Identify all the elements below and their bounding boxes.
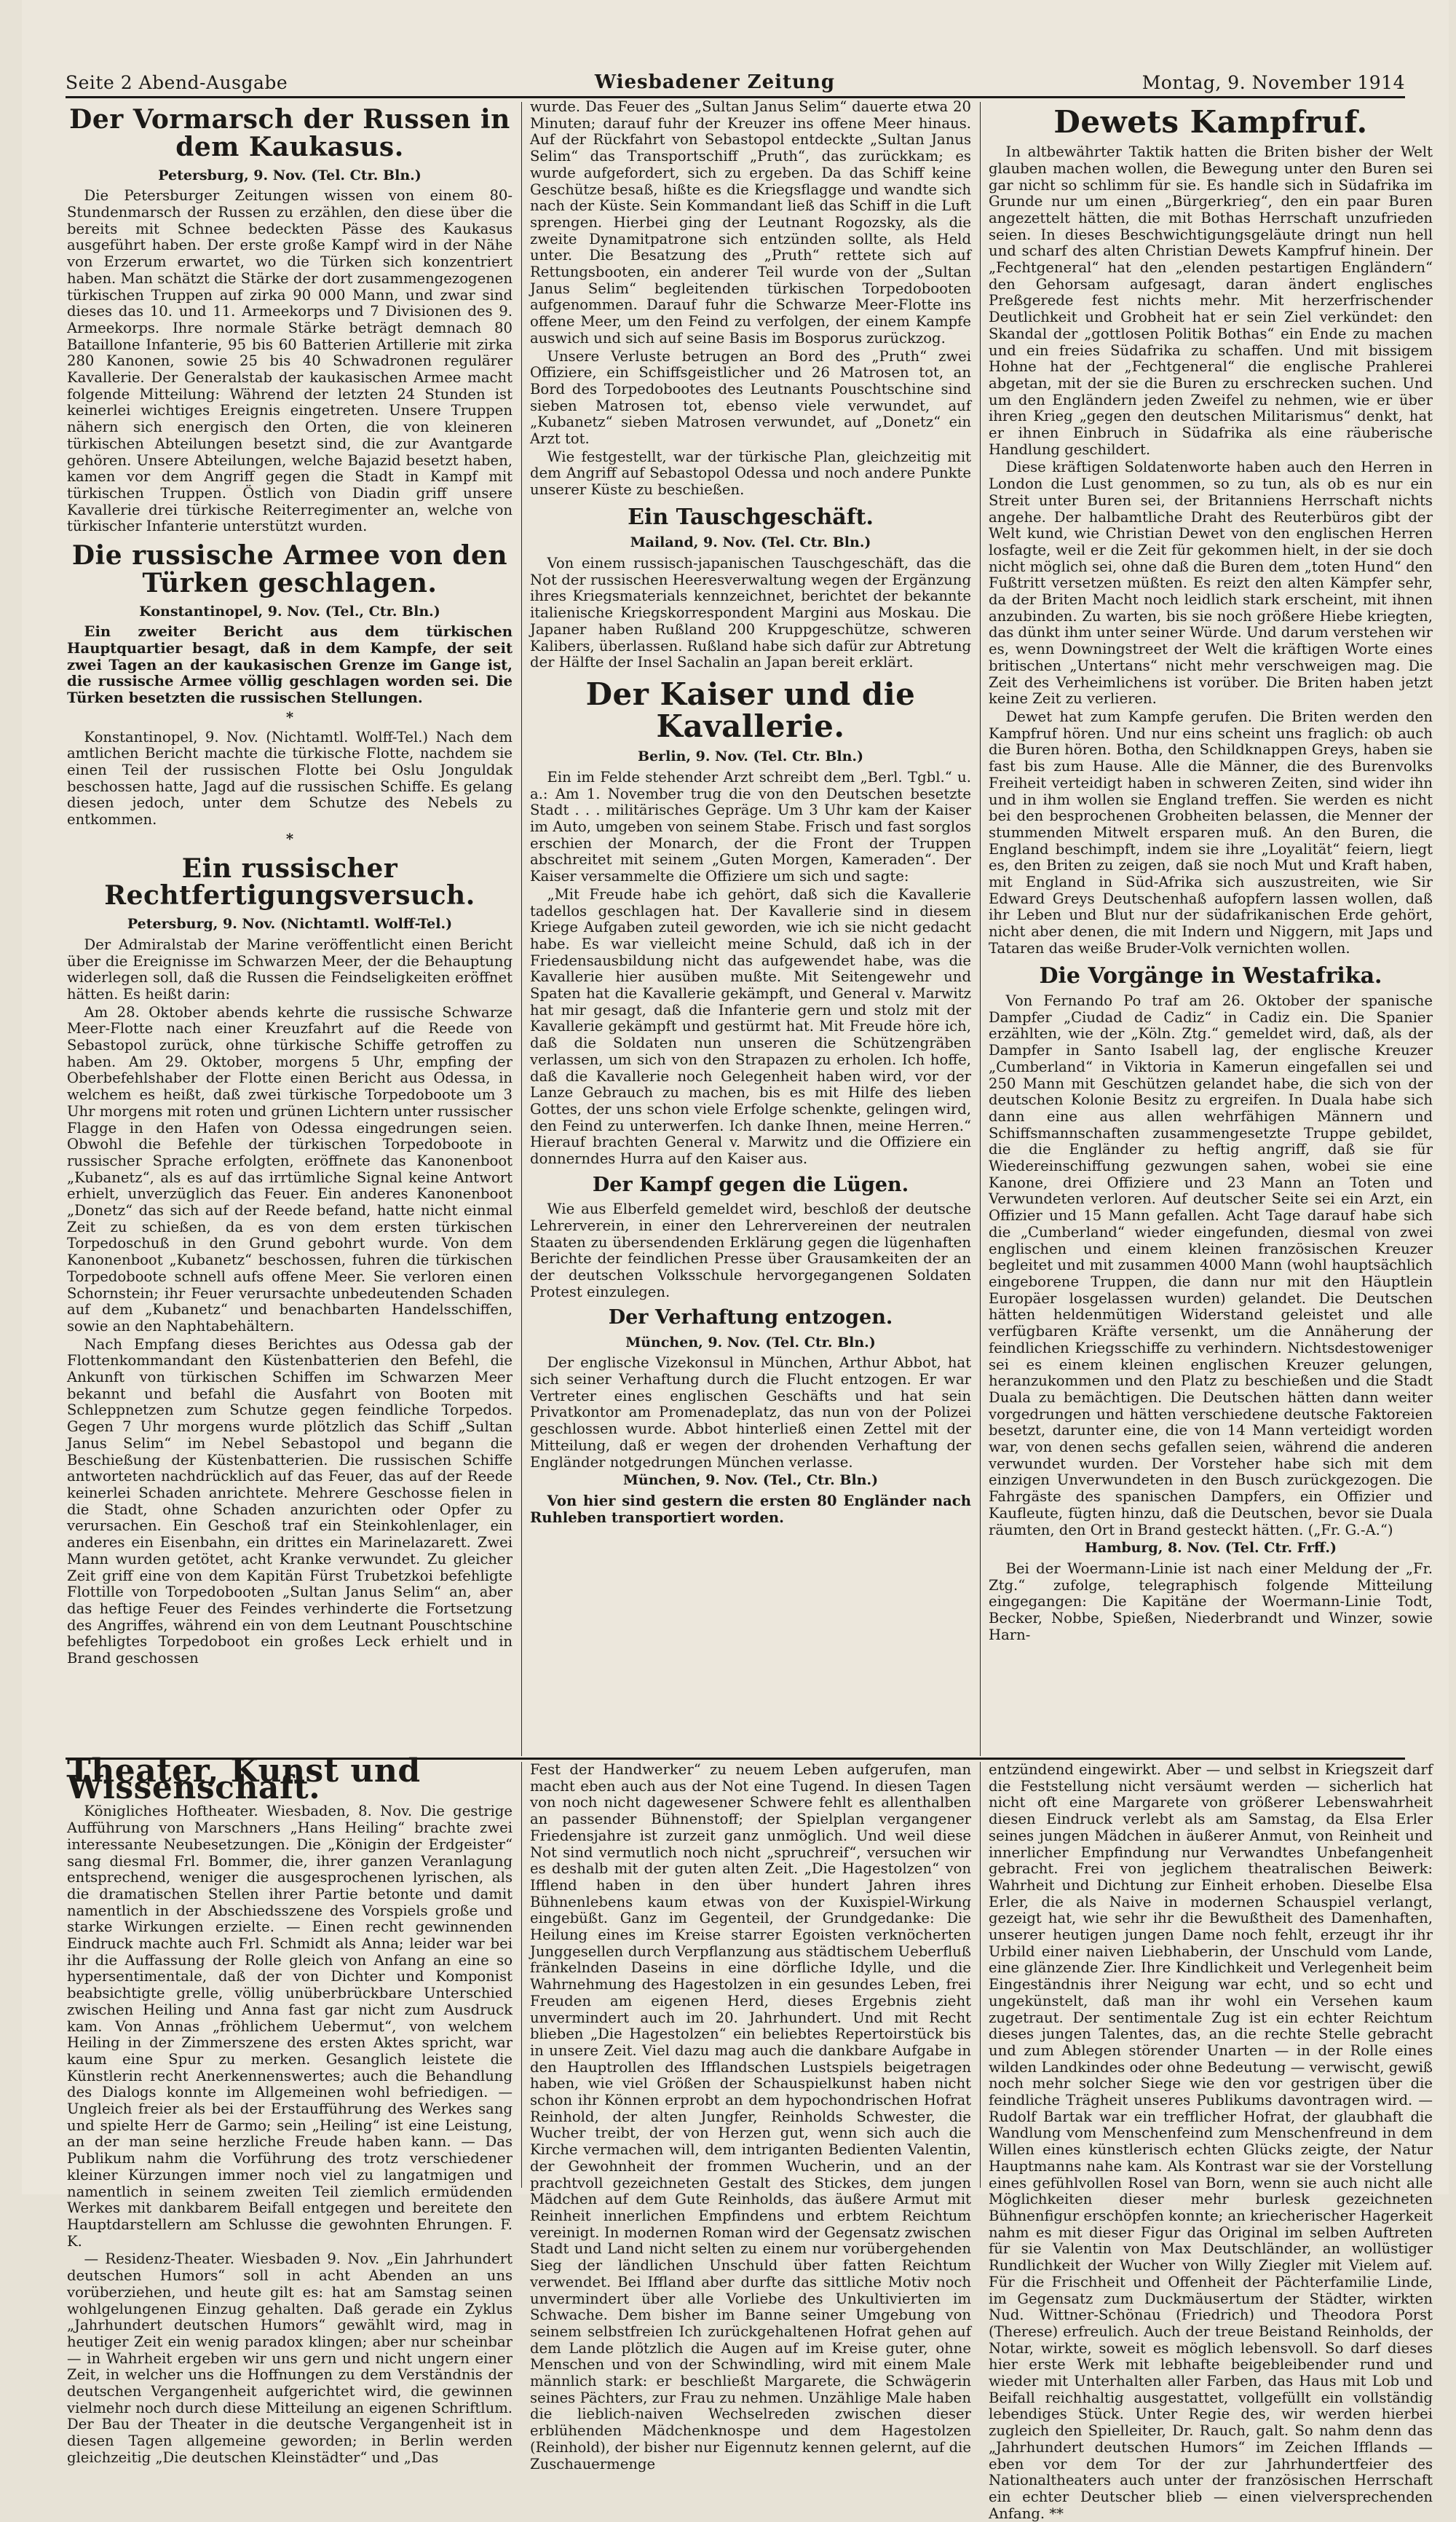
separator: *: [285, 830, 294, 847]
column-divider-1: [521, 102, 522, 1756]
page-label: Seite 2 Abend-Ausgabe: [66, 72, 288, 93]
dateline: München, 9. Nov. (Tel., Ctr. Bln.): [622, 1472, 879, 1489]
dateline: München, 9. Nov. (Tel. Ctr. Bln.): [625, 1334, 876, 1351]
article-paragraph: Der englische Vizekonsul in München, Arthur Abbot, hat sich seiner Verhaftung durch die Flucht entzogen. Er war Vertreter eines englischen Geschäfts und hat sein Privatkontor am Promenadeplatz, das nun von der Polizei geschlossen wurde. Abbot hinterließ einen Zettel mit der Mitteilung, daß er wegen der drohenden Verhaftung der Engländer notgedrungen München verlasse.: [530, 1354, 971, 1471]
headline-westafrika: Die Vorgänge in Westafrika.: [1039, 962, 1382, 989]
headline-kaiser-kavallerie: Der Kaiser und die Kavallerie.: [585, 676, 916, 745]
headline-russische-armee: Die russische Armee von den Türken geschlagen.: [71, 540, 508, 598]
dateline: Berlin, 9. Nov. (Tel. Ctr. Bln.): [637, 748, 864, 765]
dateline: Petersburg, 9. Nov. (Nichtamtl. Wolff-Tel.): [127, 916, 453, 933]
column-2: [530, 99, 971, 1756]
dateline: Konstantinopel, 9. Nov. (Tel., Ctr. Bln.): [139, 603, 440, 620]
headline-verhaftung: Der Verhaftung entzogen.: [608, 1306, 893, 1329]
column-3: [989, 99, 1433, 1756]
feuilleton-column-1: [67, 1752, 513, 2466]
section-title-feuilleton: Theater, Kunst und Wissenschaft.: [67, 1752, 421, 1806]
headline-dewets-kampfruf: Dewets Kampfruf.: [1053, 104, 1368, 140]
article-paragraph: entzündend eingewirkt. Aber — und selbst in Kriegszeit darf die Feststellung nicht versäumt werden — sicherlich hat nicht oft eine Margarete von größerer Lebenswahrheit diesen Eindruck verlebt als am Samstag, da Elsa Erler seines jungen Mädchen in äußerer Anmut, von Reinheit und innerlicher Empfindung nur Verwandtes Unbefangenheit gebracht. Frei von jeglichem theatralischen Beiwerk: Wahrheit und Dichtung zur Einheit erhoben. Dieselbe Elsa Erler, die als Naive in modernen Schauspiel verlangt, gezeigt hat, wie sehr ihr die Bewußtheit des Damenhaften, unserer heutigen jungen Dame noch fehlt, erzeugt ihr ihr Urbild einer naiven Liebhaberin, der Unschuld vom Lande, eine glänzende Zier. Ihre Kindlichkeit und Verlegenheit beim Eingeständnis ihrer Neigung war echt, und so echt und ungekünstelt, daß man ihr wohl ein Versehen kaum zugetraut. Der sentimentale Zug ist ein echter Reichtum dieses jungen Talentes, das, an die rechte Stelle gebracht und zum Ablegen störender Unarten — in der Rolle eines wilden Landkindes oder ohne Bedeutung — verwischt, gewiß noch mehr solcher Siege wie den vor gestrigen über die feindliche Trägheit unseres Publikums davontragen wird. — Rudolf Bartak war ein trefflicher Hofrat, der glaubhaft die Wandlung vom Menschenfeind zum Menschenfreund in dem Willen eines künstlerisch echten Glücks zeigte, der Natur Hauptmanns nahe kam. Als Kontrast war sie der Vorstellung eines gefühlvollen Rosel van Born, wenn sie auch nicht alle Möglichkeiten dieser mehr burlesk gezeichneten Bühnenfigur erschöpfen konnte; an kriecherischer Hagerkeit nahm es mit dieser Figur das Original im selben Auftreten für sie Valentin von Max Deutschländer, an wollüstiger Rundlichkeit der Wucher von Willy Ziegler mit Vielem auf. Für die Frischheit und Offenheit der Pächterfamilie Linde, im Gegensatz zum Duckmäusertum der Städter, wirkten Nud. Wittner-Schönau (Friedrich) und Theodora Porst (Therese) erfreulich. Auch der treue Beistand Reinholds, der Notar, wirkte, soweit es möglich lebensvoll. So darf dieses hier erste Werk mit lebhafte beigebleibender rund und wieder mit Unterhalten aller Farben, das Haus mit Lob und Beifall reichhaltig ausgestattet, vollgefüllt ein vollständig lebendiges Stück. Unter Regie des, wir werden hierbei zugleich den Spielleiter, Dr. Rauch, galt. So nahm denn das „Jahrhundert deutschen Humors“ im Zeichen Ifflands — eben vor dem Tor der zur Jahrhundertfeier des Nationaltheaters auch unter der französischen Herrschaft ein echter Deutscher blieb — einen vielversprechenden Anfang. **: [989, 1761, 1433, 2522]
article-paragraph: Bei der Woermann-Linie ist nach einer Meldung der „Fr. Ztg.“ zufolge, telegraphisch folgende Mitteilung eingegangen: Die Kapitäne der Woermann-Linie Todt, Becker, Nobbe, Spießen, Niederbrandt und Winzer, sowie Harn-: [989, 1560, 1433, 1643]
headline-kampf-luegen: Der Kampf gegen die Lügen.: [592, 1173, 909, 1196]
article-paragraph: „Mit Freude habe ich gehört, daß sich die Kavallerie tadellos geschlagen hat. Der Kavallerie sind in diesem Kriege Aufgaben zuteil geworden, wie ich sie nicht gedacht habe. Es war vielleicht meine Schuld, daß ich in der Friedensausbildung nicht das aufgewendet habe, was die Kavallerie hier ausüben mußte. Mit Seitengewehr und Spaten hat die Kavallerie gekämpft, und General v. Marwitz hat mir gesagt, daß die Infanterie gern und stolz mit der Kavallerie gekämpft und gestürmt hat. Mit Freude höre ich, daß die Soldaten nun unseren die Schützengräben verlassen, um sich von den Strapazen zu erholen. Ich hoffe, daß die Kavallerie noch Gelegenheit haben wird, vor der Lanze Gebrauch zu machen, bis es mit Hilfe des lieben Gottes, der uns schon viele Erfolge schenkte, gelingen wird, den Feind zu unterwerfen. Ich danke Ihnen, meine Herren.“ Hierauf brachten General v. Marwitz und die Offiziere ein donnerndes Hurra auf den Kaiser aus.: [530, 885, 971, 1168]
dateline: Hamburg, 8. Nov. (Tel. Ctr. Frff.): [1084, 1540, 1337, 1557]
article-paragraph: Wie aus Elberfeld gemeldet wird, beschloß der deutsche Lehrerverein, in einer den Lehrervereinen der neutralen Staaten zu übersendenden Erklärung gegen die lügenhaften Berichte der feindlichen Presse über Grausamkeiten der an der deutschen Volksschule hervorgegangenen Soldaten Protest einzulegen.: [530, 1201, 971, 1300]
headline-rechtfertigung: Ein russischer Rechtfertigungsversuch.: [104, 853, 475, 912]
article-paragraph: Nach Empfang dieses Berichtes aus Odessa gab der Flottenkommandant den Küstenbatterien den Befehl, die Ankunft von türkischen Schiffen im Schwarzen Meer bekannt und befahl die Ausfahrt von Booten mit Schleppnetzen zum Schutze gegen feindliche Torpedos. Gegen 7 Uhr morgens wurde plötzlich das Schiff „Sultan Janus Selim“ im Nebel Sebastopol und begann die Beschießung der Küstenbatterien. Die russischen Schiffe antworteten nachdrücklich auf das Feuer, das auf der Reede keinerlei Schaden anrichtete. Mehrere Geschosse fielen in die Stadt, ohne Schaden anzurichten oder Opfer zu verursachen. Ein Geschoß traf ein Steinkohlenlager, ein anderes ein Eisenbahn, ein drittes ein Marinelazarett. Zwei Mann wurden getötet, acht Kranke verwundet. Zu gleicher Zeit griff eine von dem Kapitän Fürst Trubetzkoi befehligte Flottille von Torpedobooten „Sultan Janus Selim“ an, aber das heftige Feuer des Feindes verhinderte die Fortsetzung des Angriffes, während ein von dem Leutnant Pouschtschine befehligtes Torpedoboot ein großes Leck erhielt und in Brand geschossen: [67, 1335, 513, 1667]
article-paragraph: Ein zweiter Bericht aus dem türkischen Hauptquartier besagt, daß in dem Kampfe, der seit zwei Tagen an der kaukasischen Grenze im Gange ist, die russische Armee völlig geschlagen worden sei. Die Türken besetzten die russischen Stellungen.: [67, 623, 513, 707]
article-paragraph: Der Admiralstab der Marine veröffentlicht einen Bericht über die Ereignisse im Schwarzen Meer, der die Behauptung widerlegen soll, daß die Russen die Feindseligkeiten eröffnet hätten. Es heißt darin:: [67, 936, 513, 1003]
feuilleton-column-3: [989, 1761, 1433, 2522]
article-paragraph: Wie festgestellt, war der türkische Plan, gleichzeitig mit dem Angriff auf Sebastopol Odessa und noch andere Punkte unserer Küste zu beschießen.: [530, 448, 971, 499]
column-divider-4: [980, 1762, 981, 2188]
article-paragraph: Am 28. Oktober abends kehrte die russische Schwarze Meer-Flotte nach einer Kreuzfahrt auf die Reede von Sebastopol zurück, ohne türkische Schiffe getroffen zu haben. Am 29. Oktober, morgens 5 Uhr, empfing der Oberbefehlshaber der Flotte einen Bericht aus Odessa, in welchem es heißt, daß zwei türkische Torpedoboote um 3 Uhr morgens mit roten und grünen Lichtern unter russischer Flagge in den Hafen von Odessa eingedrungen seien. Obwohl die Befehle der türkischen Torpedoboote in russischer Sprache erfolgten, eröffnete das Kanonenboot „Kubanetz“, als es auf das irrtümliche Signal keine Antwort erhielt, unverzüglich das Feuer. Ein anderes Kanonenboot „Donetz“ das sich auf der Reede befand, hatte nicht einmal Zeit zu schießen, da es von dem ersten türkischen Torpedoschuß in den Grund gebohrt wurde. Von dem Kanonenboot „Kubanetz“ beschossen, fuhren die türkischen Torpedoboote schnell aufs offene Meer. Sie verloren einen Schornstein; ihr Feuer verursachte unbedeutenden Schaden auf dem „Kubanetz“ und benachbarten Handelsschiffen, sowie an den Naphtabehältern.: [67, 1003, 513, 1335]
separator: *: [285, 708, 294, 726]
article-paragraph: Von einem russisch-japanischen Tauschgeschäft, das die Not der russischen Heeresverwaltung wegen der Ergänzung ihres Kriegsmaterials kennzeichnet, berichtet der bekannte italienische Kriegskorrespondent Margini aus Moskau. Die Japaner haben Rußland 200 Kruppgeschütze, schweren Kalibers, überlassen. Rußland habe sich dafür zur Abtretung der Hälfte der Insel Sachalin an Japan bereit erklärt.: [530, 555, 971, 671]
article-paragraph: Fest der Handwerker“ zu neuem Leben aufgerufen, man macht eben auch aus der Not eine Tugend. In diesen Tagen von noch nicht dagewesener Schwere fehlt es allenthalben an passender Bühnenstoff; der Spielplan vergangener Friedensjahre ist zurzeit ganz unmöglich. Und weil diese Not sind vermutlich noch nicht „spruchreif“, versuchen wir es deshalb mit der guten alten Zeit. „Die Hagestolzen“ von Ifflend haben in den über hundert Jahren ihres Bühnenlebens kaum etwas von der Kuxispiel-Wirkung eingebüßt. Ganz im Gegenteil, der Grundgedanke: Die Heilung eines im Kreise starrer Egoisten verknöcherten Junggesellen durch Verpflanzung aus städtischem Ueberfluß fränkelnden Daseins in eine dörfliche Idylle, und die Wahrnehmung des Hagestolzen in ein gesundes Leben, frei Freuden am eigenen Herd, dieses Ergebnis zieht unvermindert auch im 20. Jahrhundert. Und mit Recht blieben „Die Hagestolzen“ ein beliebtes Repertoirstück bis in unsere Zeit. Viel dazu mag auch die dankbare Aufgabe in den Hauptrollen des Ifflandschen Lustspiels beigetragen haben, wie viel Größen der Schauspielkunst haben nicht schon ihr Können erprobt an dem hypochondrischen Hofrat Reinhold, der alten Jungfer, Reinholds Schwester, die Wucher treibt, der von Herzen gut, wenn sich auch die Kirche vermachen will, dem intriganten Bedienten Valentin, der Gewohnheit der frommen Wucherin, und an der prachtvoll gezeichneten Gestalt des Stickes, dem jungen Mädchen auf dem Gute Reinholds, das äußere Armut mit Reinheit innerlichen Empfindens und erbtem Reichtum vereinigt. In modernen Roman wird der Gegensatz zwischen Stadt und Land nicht selten zu einem nur vorübergehenden Sieg der ländlichen Unschuld über fatten Reichtum verwendet. Bei Iffland aber durfte das sittliche Motiv noch unvermindert über alle Vorliebe des Unkultivierten im Schwache. Dem bisher im Banne seiner Umgebung von seinem selbstfreien Ich zurückgehaltenen Hofrat gehen auf dem Lande plötzlich die Augen auf im Kreise guter, ohne Menschen und von der Schwindling, wird mit einem Male männlich stark: er beschließt Margarete, die Schwägerin seines Pächters, zur Frau zu nehmen. Unzählige Male haben die lieblich-naiven Wechselreden zwischen dieser erblühenden Mädchenknospe und dem Hagestolzen (Reinhold), der bisher nur Eigennutz kennen gelernt, auf die Zuschauermenge: [530, 1761, 971, 2472]
article-paragraph: — Residenz-Theater. Wiesbaden 9. Nov. „Ein Jahrhundert deutschen Humors“ soll in acht Abenden an uns vorüberziehen, und heute gilt es: hat am Samstag seinen wohlgelungenen Einzug gehalten. Daß gerade ein Zyklus „Jahrhundert deutschen Humors“ gewählt wird, mag in heutiger Zeit ein wenig paradox klingen; aber nur scheinbar — in Wahrheit ergeben wir uns gern und nicht ungern einer Zeit, in welcher uns die Hoffnungen zu dem Verständnis der deutschen Vergangenheit aufgerichtet wird, die gewinnen vielmehr noch durch diese Mitteilung an eigenen Schriftlum. Der Bau der Theater in die deutsche Vergangenheit ist in diesen Tagen allgemeine geworden; in Berlin werden gleichzeitig „Die deutschen Kleinstädter“ und „Das: [67, 2250, 513, 2466]
dateline: Mailand, 9. Nov. (Tel. Ctr. Bln.): [630, 534, 871, 551]
article-paragraph: Von Fernando Po traf am 26. Oktober der spanische Dampfer „Ciudad de Cadiz“ in Cadiz ein. Die Spanier erzählten, wie der „Köln. Ztg.“ gemeldet wird, daß, als der Dampfer in Santo Isabell lag, der englische Kreuzer „Cumberland“ in Viktoria in Kamerun eingefallen sei und 250 Mann mit Geschützen gelandet habe, die sich von der deutschen Kolonie Besitz zu ergreifen. In Duala habe sich dann eine aus allen wehrfähigen Männern und Schiffsmannschaften zusammengesetzte Truppe gebildet, die die Engländer zu heftig angriff, daß sie für Wiedereinschiffung gezwungen sahen, wobei sie eine Kanone, drei Offiziere und 23 Mann an Toten und Verwundeten verloren. Auf deutscher Seite sei ein Arzt, ein Offizier und 15 Mann gefallen. Acht Tage darauf habe sich die „Cumberland“ wieder eingefunden, diesmal von zwei englischen und einem kleinen französischen Kreuzer begleitet und mit zusammen 4000 Mann (wohl hauptsächlich eingeborene Truppen, die dann nur mit den Häuptlein Europäer losgelassen wurden) gelandet. Die Deutschen hätten heldenmütigen Widerstand geleistet und alle verfügbaren Kräfte versenkt, um die Annäherung der feindlichen Kriegsschiffe zu verhindern. Nichtsdestoweniger sei es einem kleinen englischen Kreuzer gelungen, heranzukommen und den Platz zu beschießen und die Stadt Duala zu bemächtigen. Die Deutschen hätten dann weiter vorgedrungen und hätten verschiedene deutsche Faktoreien besetzt, darunter eine, die von 14 Mann verteidigt worden war, von denen sechs gefallen seien, während die anderen verwundet wurden. Der Vorsteher habe sich mit dem einzigen Unverwundeten in den Busch zurückgezogen. Die Fahrgäste des spanischen Dampfers, ein Offizier und Kaufleute, fügten hinzu, daß die Deutschen, bevor sie Duala räumten, den Ort in Brand gesteckt hätten. („Fr. G.-A.“): [989, 992, 1433, 1538]
column-1: [67, 99, 513, 1756]
feuilleton-column-2: [530, 1761, 971, 2472]
column-divider-3: [521, 1762, 522, 2188]
article-paragraph: Konstantinopel, 9. Nov. (Nichtamtl. Wolff-Tel.) Nach dem amtlichen Bericht machte die türkische Flotte, nachdem sie einen Teil der russischen Flotte bei Oslu Jonguldak beschossen hatte, Jagd auf die russischen Schiffe. Es gelang diesen jedoch, unter dem Schutze des Nebels zu entkommen.: [67, 728, 513, 829]
dateline: Petersburg, 9. Nov. (Tel. Ctr. Bln.): [158, 167, 422, 183]
column-divider-2: [980, 102, 981, 1756]
article-paragraph: In altbewährter Taktik hatten die Briten bisher der Welt glauben machen wollen, die Bewegung unter den Buren sei gar nicht so schlimm für sie. Es handle sich in Südafrika im Grunde nur um einen „Bürgerkrieg“, den ein paar Buren angezettelt hätten, die mit Bothas Herrschaft unzufrieden seien. In dieses Beschwichtigungsgeläute dringt nun hell und scharf des alten Christian Dewets Kampfruf hinein. Der „Fechtgeneral“ hat den „elenden pestartigen Engländern“ den Gehorsam aufgesagt, daran ändert englisches Preßgerede fest nichts mehr. Mit herzerfrischender Deutlichkeit und Grobheit hat er sein Ziel verkündet: den Skandal der „gottlosen Politik Bothas“ ein Ende zu machen und ein freies Südafrika zu schaffen. Und mit bissigem Hohne hat der „Fechtgeneral“ die englische Prahlerei abgetan, mit der sie die Buren zu erschrecken suchen. Und um den Engländern jeden Zweifel zu nehmen, wie er über ihren Krieg „gegen den deutschen Militarismus“ denkt, hat er ihnen Einbruch in Südafrika als eine räuberische Handlung geschildert.: [989, 143, 1433, 458]
newspaper-title: Wiesbadener Zeitung: [594, 71, 835, 93]
article-paragraph: Königliches Hoftheater. Wiesbaden, 8. Nov. Die gestrige Aufführung von Marschners „Hans Heiling“ brachte zwei interessante Neubesetzungen. Die „Königin der Erdgeister“ sang diesmal Frl. Bommer, die, ihrer ganzen Veranlagung entsprechend, weniger die ausgesprochenen lyrischen, als die dramatischen Stellen ihrer Partie betonte und damit namentlich in der Abschiedsszene des Vorspiels große und starke Wirkungen erzielte. — Einen recht gewinnenden Eindruck machte auch Frl. Schmidt als Anna; leider war bei ihr die Auffassung der Rolle gleich von Anfang an eine so hypersentimentale, daß der von Dichter und Komponist beabsichtigte grelle, völlig unüberbrückbare Unterschied zwischen Heiling und Anna fast gar nicht zum Ausdruck kam. Von Annas „fröhlichem Uebermut“, von welchem Heiling in der Zimmerszene des ersten Aktes spricht, war kaum eine Spur zu merken. Gesanglich leistete die Künstlerin recht Anerkennenswertes; auch die Behandlung des Dialogs konnte im Allgemeinen wohl befriedigen. — Ungleich freier als bei der Erstaufführung des Werkes sang und spielte Herr de Garmo; sein „Heiling“ ist eine Leistung, an der man seine herzliche Freude haben kann. — Das Publikum nahm die Vorführung des trotz verschiedener kleiner Kürzungen immer noch viel zu langatmigen und namentlich in seinem zweiten Teil ziemlich ermüdenden Werkes mit dankbarem Beifall entgegen und bereitete den Hauptdarstellern am Schlusse die gewohnten Ehrungen. F. K.: [67, 1803, 513, 2250]
headline-kaukasus: Der Vormarsch der Russen in dem Kaukasus.: [69, 104, 510, 162]
article-paragraph: Ein im Felde stehender Arzt schreibt dem „Berl. Tgbl.“ u. a.: Am 1. November trug die von den Deutschen besetzte Stadt . . . militärisches Gepräge. Um 3 Uhr kam der Kaiser im Auto, umgeben von seinem Stabe. Frisch und fast sorglos erschien der Monarch, der die Front der Truppen abschreitet mit seinem „Guten Morgen, Kameraden“. Der Kaiser versammelte die Offiziere um sich und sagte:: [530, 768, 971, 885]
article-paragraph: Dewet hat zum Kampfe gerufen. Die Briten werden den Kampfruf hören. Und nur eins scheint uns fraglich: ob auch die Buren hören. Botha, den Schildknappen Greys, haben sie fast bis zum Hause. Alle die Männer, die des Burenvolks Freiheit verteidigt haben in schweren Zeiten, sind wider ihn und in ihm wollen sie England treffen. Sie werden es nicht bei den besprochenen Grobheiten belassen, die Menner der stummenden Mitwelt ersparen muß. An den Buren, die England beschimpft, indem sie ihre „Loyalität“ feiern, liegt es, den Briten zu zeigen, daß sie noch Mut und Kraft haben, mit England in Süd-Afrika sich auszustreiten, wie Sir Edward Greys Deutschenhaß aufopfern lassen wollen, daß ihr Leben und Blut nur der südafrikanischen Erde gehört, nicht aber denen, die mit Indern und Niggern, mit Japs und Tataren das weiße Bruder-Volk vernichten wollen.: [989, 708, 1433, 957]
newspaper-page: [22, 0, 1449, 2522]
issue-date: Montag, 9. November 1914: [1142, 72, 1405, 93]
masthead: [66, 64, 1405, 93]
article-paragraph: Diese kräftigen Soldatenworte haben auch den Herren in London die Lust genommen, so zu tun, als ob es nur ein Streit unter Buren sei, der Britanniens Herrschaft nichts angehe. Der halbamtliche Draht des Reuterbüros gibt der Welt kund, wie Christian Dewet von den englischen Herren losfagte, weil er die Zeit für gekommen hielt, in der sie doch nicht möglich sei, ohne daß die Buren dem „toten Hund“ den Fußtritt versetzen müßten. Es reizt den alten Kämpfer sehr, da der Briten Macht noch leidlich stark erscheint, mit ihnen anzubinden. Zu warten, bis sie noch größere Hiebe kriegten, das dünkt ihm unter seiner Würde. Und darum verstehen wir es, wenn Downingstreet der Welt die kräftigen Worte eines britischen „Untertans“ nicht mehr verschweigen mag. Die Zeit des Verheimlichens ist vorüber. Die Briten haben jetzt keine Zeit zu verlieren.: [989, 459, 1433, 708]
headline-tauschgeschaeft: Ein Tauschgeschäft.: [628, 504, 874, 530]
article-paragraph: Von hier sind gestern die ersten 80 Engländer nach Ruhleben transportiert worden.: [530, 1493, 971, 1526]
article-paragraph: wurde. Das Feuer des „Sultan Janus Selim“ dauerte etwa 20 Minuten; darauf fuhr der Kreuzer ins offene Meer hinaus. Auf der Rückfahrt von Sebastopol entdeckte „Sultan Janus Selim“ das Transportschiff „Pruth“, das zurückkam; es wurde aufgefordert, sich zu ergeben. Da das Schiff keine Geschütze besaß, hißte es die Kriegsflagge und wandte sich nach der Küste. Sein Kommandant ließ das Schiff in die Luft sprengen. Hierbei ging der Leutnant Rogozsky, als die zweite Dynamitpatrone sich entzünden sollte, als Held unter. Die Besatzung des „Pruth“ rettete sich auf Rettungsbooten, ein anderer Teil wurde von der „Sultan Janus Selim“ begleitenden türkischen Torpedobooten aufgenommen. Darauf fuhr die Schwarze Meer-Flotte ins offene Meer, um den Feind zu verfolgen, der einem Kampfe auswich und sich auf seine Basis im Bosporus zurückzog.: [530, 98, 971, 347]
article-paragraph: Die Petersburger Zeitungen wissen von einem 80-Stundenmarsch der Russen zu erzählen, den diese über die bereits mit Schnee bedeckten Pässe des Kaukasus ausgeführt haben. Der erste große Kampf wird in der Nähe von Erzerum erwartet, wo die Türken sich konzentriert haben. Man schätzt die Stärke der dort zusammengezogenen türkischen Truppen auf zirka 90 000 Mann, und zwar sind dieses das 10. und 11. Armeekorps und 7 Divisionen des 9. Armeekorps. Ihre normale Stärke beträgt demnach 80 Bataillone Infanterie, 95 bis 60 Batterien Artillerie mit zirka 280 Kanonen, sowie 25 bis 40 Schwadronen regulärer Kavallerie. Der Generalstab der kaukasischen Armee macht folgende Mitteilung: Während der letzten 24 Stunden ist keinerlei wichtiges Ereignis eingetreten. Unsere Truppen nähern sich energisch den Orten, die von kleineren türkischen Abteilungen besetzt sind, die zur Avantgarde gehören. Unsere Abteilungen, welche Bajazid besetzt haben, kamen vor dem Angriff gegen die Stadt in Kampf mit türkischen Truppen. Östlich von Diadin griff unsere Kavallerie drei türkische Reiterregimenter an, welche von türkischer Infanterie unterstützt wurden.: [67, 187, 513, 535]
article-paragraph: Unsere Verluste betrugen an Bord des „Pruth“ zwei Offiziere, ein Schiffsgeistlicher und 26 Matrosen tot, an Bord des Torpedobootes des Leutnants Pouschtschine sind sieben Matrosen tot, ebenso viele verwundet, auf „Kubanetz“ sieben Matrosen verwundet, auf „Donetz“ ein Arzt tot.: [530, 347, 971, 448]
